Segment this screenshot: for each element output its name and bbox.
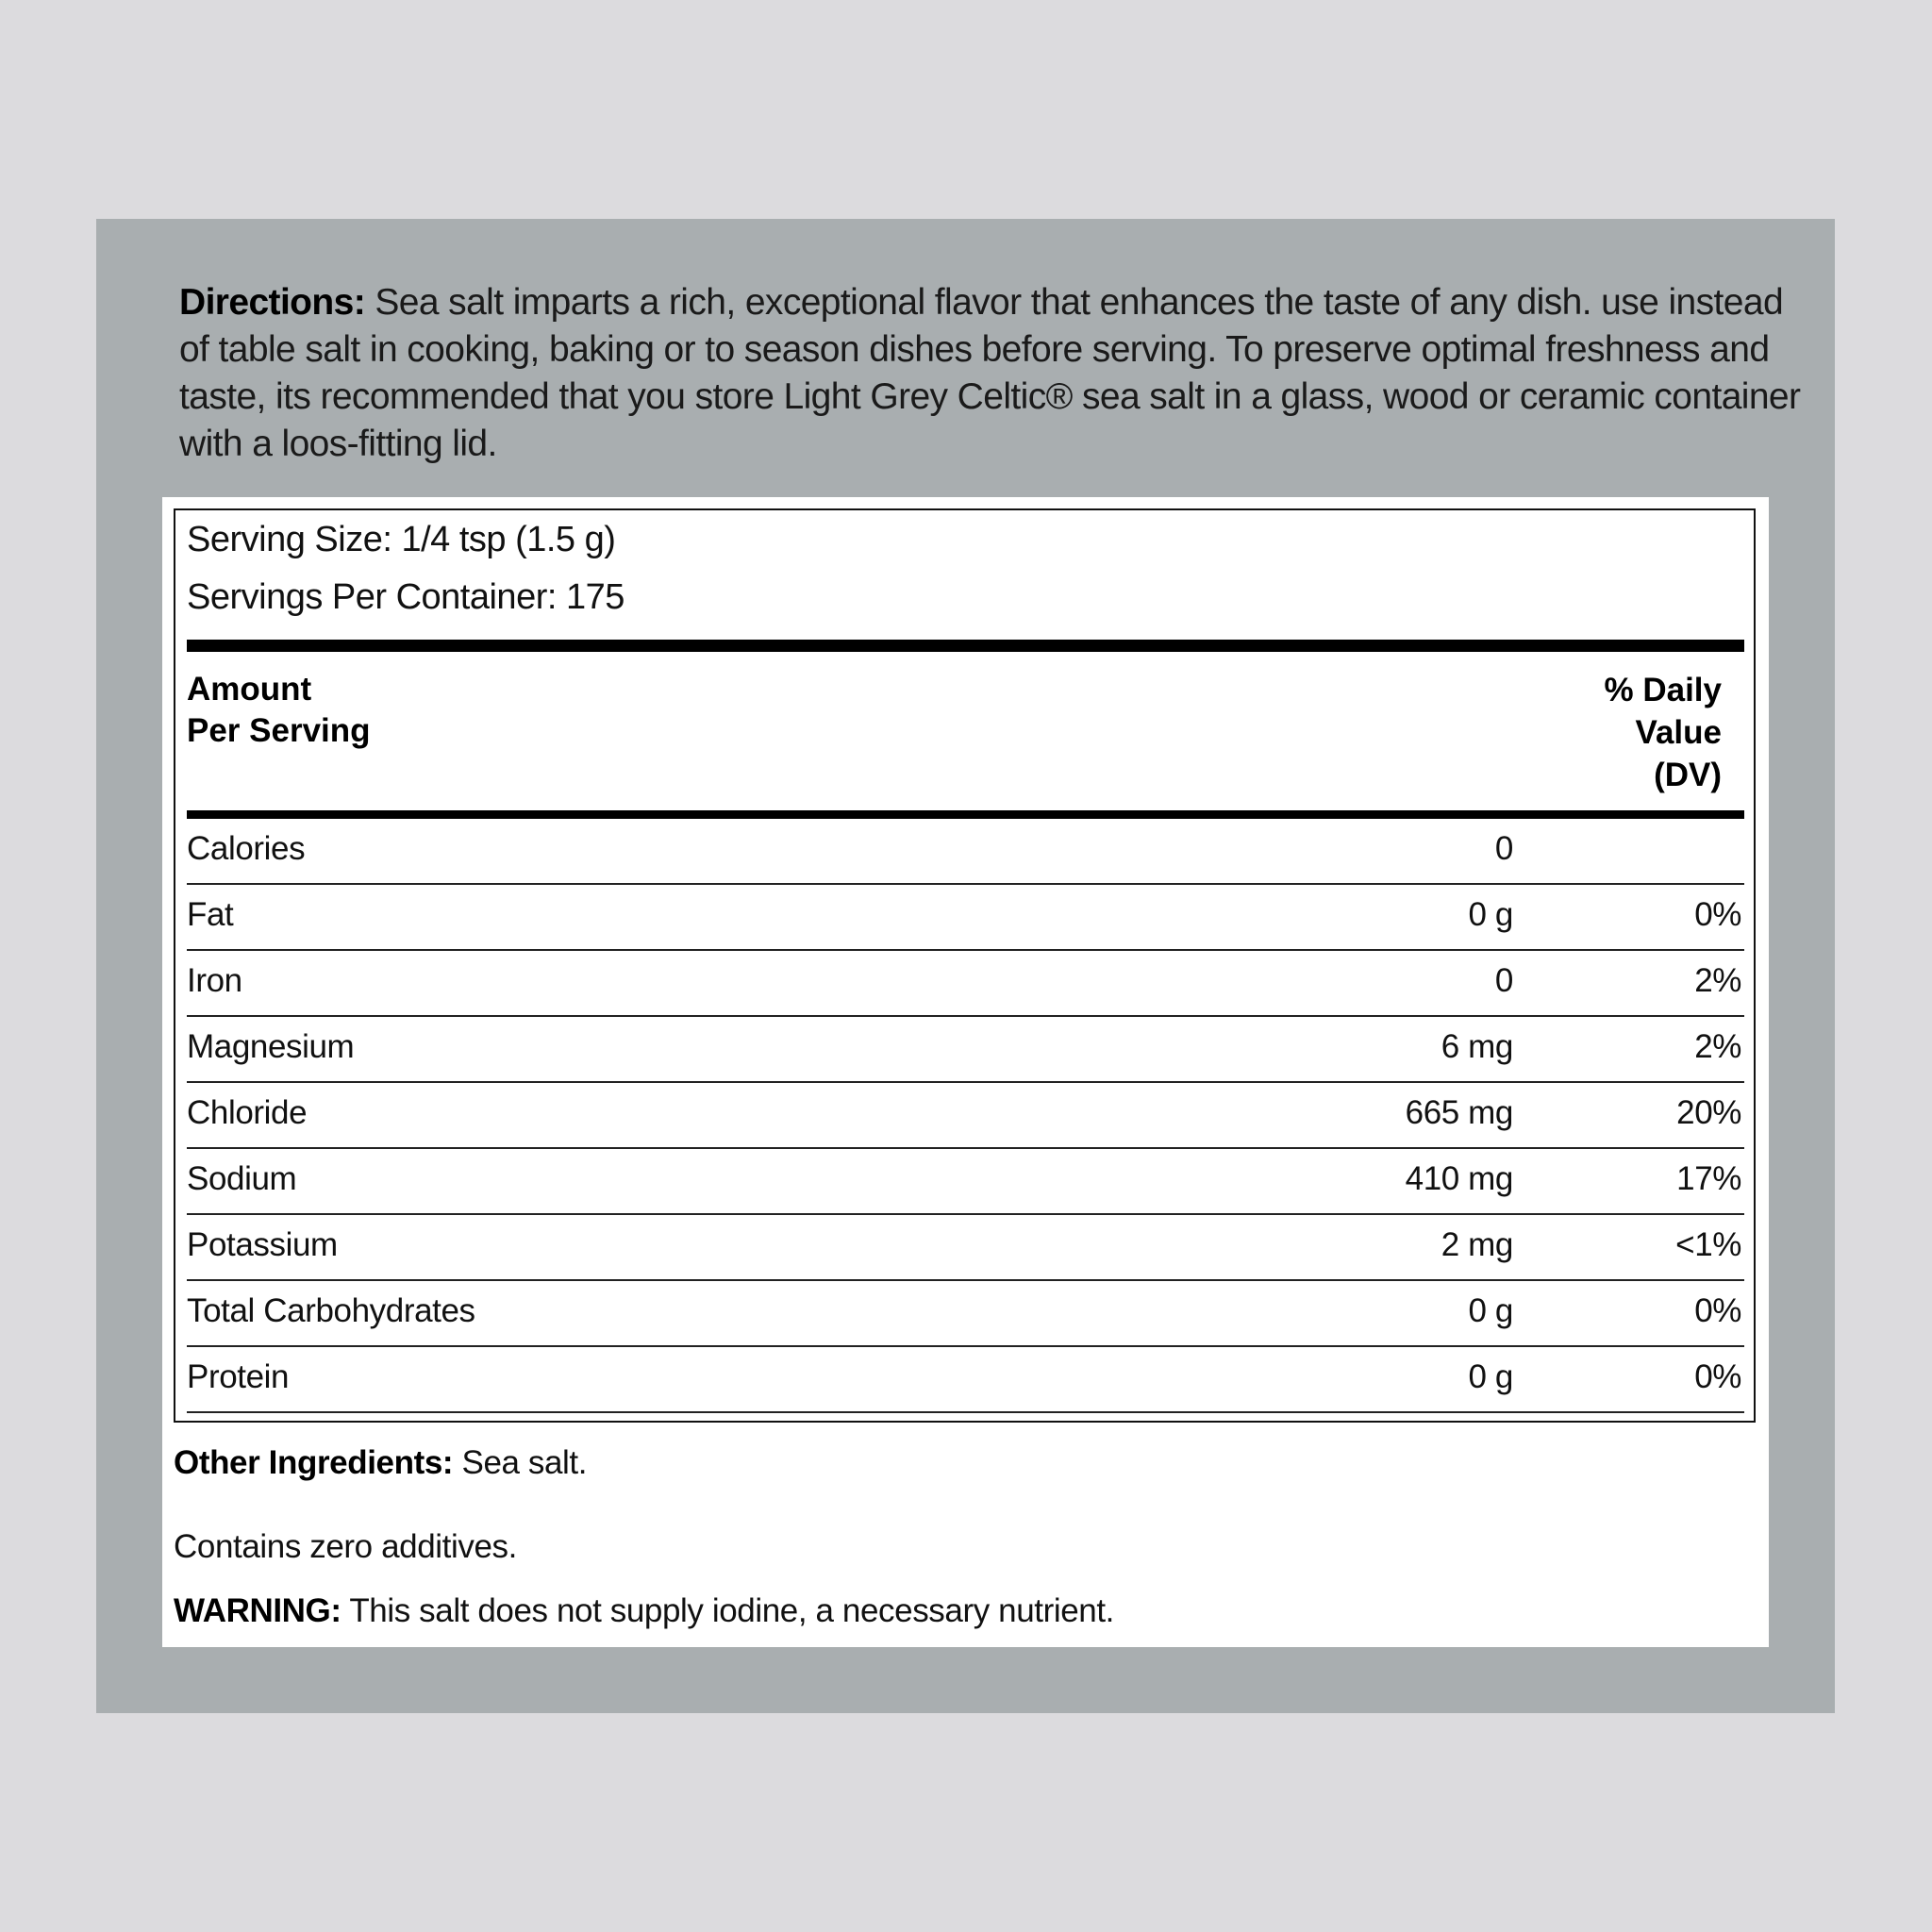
header-dv-line-3: (DV) bbox=[1654, 757, 1722, 793]
daily-value-header bbox=[1605, 669, 1723, 796]
nutrient-row bbox=[187, 951, 1744, 1017]
nutrient-name: Iron bbox=[187, 962, 242, 999]
nutrient-dv: 20% bbox=[1676, 1094, 1741, 1131]
nutrient-row bbox=[187, 1215, 1744, 1281]
nutrient-row bbox=[187, 1347, 1744, 1413]
directions-text: Sea salt imparts a rich, exceptional flavor that enhances the taste of any dish. use instead of table salt in cooking, baking or to season dishes before serving. To preserve optimal freshness and taste, its recommended that you store Light Grey Celtic® sea salt in a glass, wood or ceramic container with a loos-fitting lid. bbox=[179, 282, 1801, 464]
nutrient-amount: 410 mg bbox=[1405, 1160, 1513, 1197]
nutrient-dv: 2% bbox=[1694, 962, 1741, 999]
nutrient-name: Sodium bbox=[187, 1160, 297, 1197]
nutrient-amount: 2 mg bbox=[1441, 1226, 1513, 1263]
thick-divider bbox=[187, 640, 1744, 652]
nutrient-name: Total Carbohydrates bbox=[187, 1292, 475, 1329]
nutrient-name: Protein bbox=[187, 1358, 290, 1395]
nutrient-row bbox=[187, 1281, 1744, 1347]
amount-per-serving-header bbox=[187, 669, 371, 752]
nutrient-row bbox=[187, 1083, 1744, 1149]
nutrient-amount: 0 g bbox=[1468, 1358, 1513, 1395]
nutrient-name: Calories bbox=[187, 830, 306, 867]
other-ingredients bbox=[174, 1444, 587, 1482]
header-dv-line-1: % Daily bbox=[1604, 672, 1722, 708]
nutrient-amount: 0 g bbox=[1468, 896, 1513, 933]
nutrient-row bbox=[187, 885, 1744, 951]
nutrient-name: Magnesium bbox=[187, 1028, 355, 1065]
nutrient-name: Potassium bbox=[187, 1226, 338, 1263]
nutrient-dv: 0% bbox=[1694, 1358, 1741, 1395]
nutrient-rows bbox=[187, 819, 1744, 1413]
header-dv-line-2: Value bbox=[1635, 714, 1722, 751]
warning-text: This salt does not supply iodine, a necessary nutrient. bbox=[341, 1592, 1115, 1629]
warning-statement bbox=[174, 1592, 1114, 1630]
directions-paragraph bbox=[179, 279, 1821, 468]
header-per-serving-line: Per Serving bbox=[187, 712, 371, 749]
nutrient-name: Chloride bbox=[187, 1094, 308, 1131]
label-panel bbox=[96, 219, 1835, 1713]
serving-size: Serving Size: 1/4 tsp (1.5 g) bbox=[187, 520, 616, 559]
nutrient-dv: 0% bbox=[1694, 1292, 1741, 1329]
nutrient-dv: 17% bbox=[1676, 1160, 1741, 1197]
supplement-facts-card bbox=[162, 497, 1769, 1647]
nutrient-amount: 0 bbox=[1494, 830, 1513, 867]
nutrient-row bbox=[187, 1149, 1744, 1215]
nutrient-dv: 0% bbox=[1694, 896, 1741, 933]
other-ingredients-label: Other Ingredients: bbox=[174, 1444, 454, 1481]
nutrient-dv: <1% bbox=[1675, 1226, 1741, 1263]
nutrition-facts-table bbox=[174, 508, 1756, 1423]
nutrient-dv: 2% bbox=[1694, 1028, 1741, 1065]
warning-label: WARNING: bbox=[174, 1592, 341, 1629]
directions-label: Directions: bbox=[179, 282, 366, 323]
header-amount-line: Amount bbox=[187, 671, 312, 708]
nutrient-amount: 6 mg bbox=[1441, 1028, 1513, 1065]
nutrient-row bbox=[187, 819, 1744, 885]
thick-divider bbox=[187, 810, 1744, 819]
servings-per-container: Servings Per Container: 175 bbox=[187, 577, 625, 617]
nutrient-amount: 0 g bbox=[1468, 1292, 1513, 1329]
nutrient-name: Fat bbox=[187, 896, 234, 933]
nutrient-row bbox=[187, 1017, 1744, 1083]
other-ingredients-text: Sea salt. bbox=[453, 1444, 588, 1481]
contains-statement: Contains zero additives. bbox=[174, 1528, 517, 1565]
nutrient-amount: 665 mg bbox=[1405, 1094, 1513, 1131]
nutrient-amount: 0 bbox=[1494, 962, 1513, 999]
